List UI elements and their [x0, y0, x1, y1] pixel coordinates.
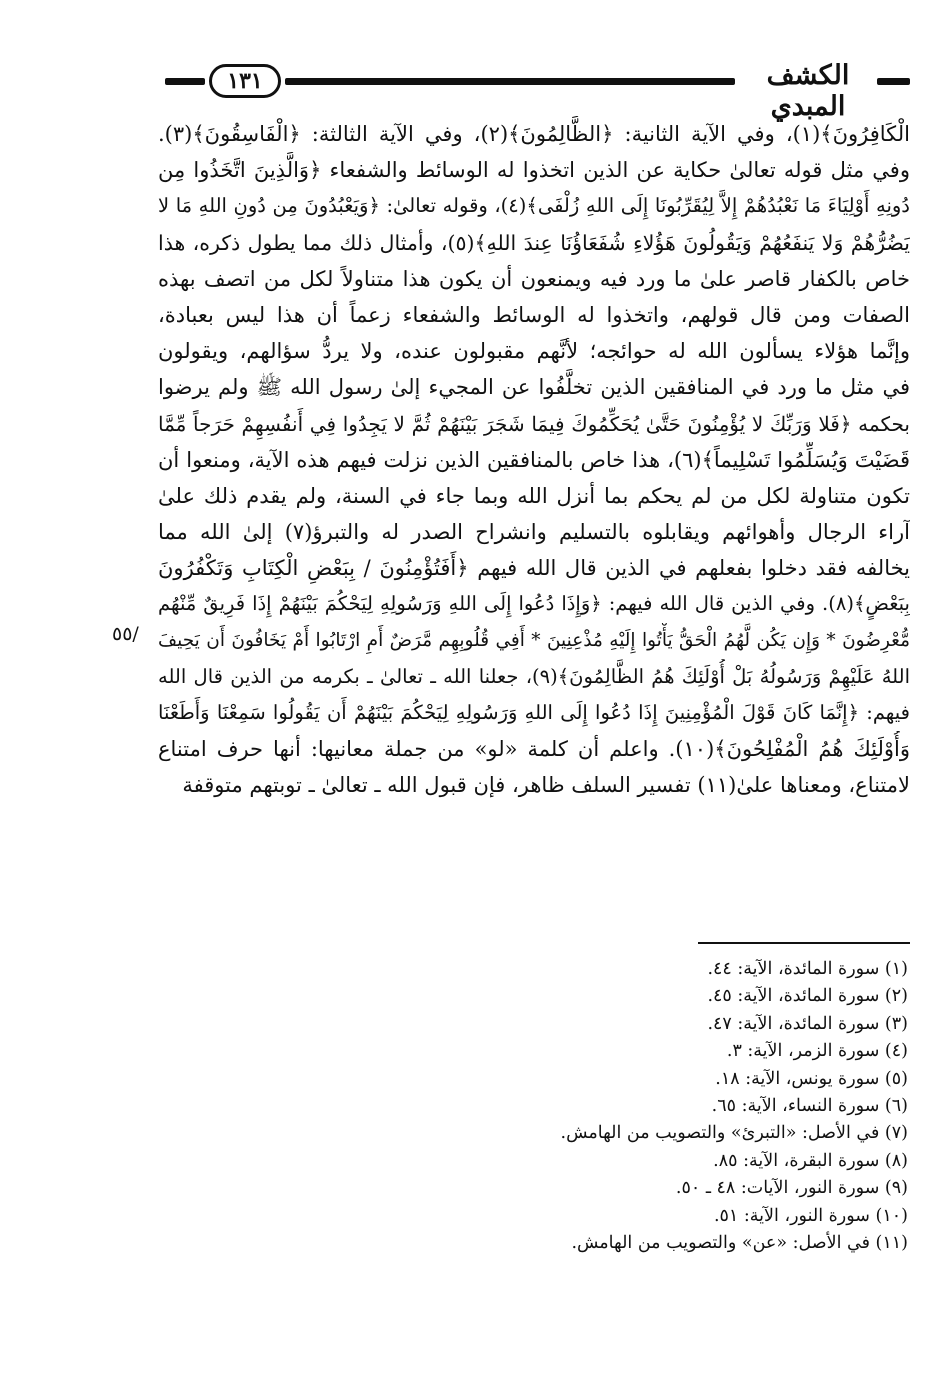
- text-line: قَضَيْتَ وَيُسَلِّمُوا تَسْلِيماً﴾(٦)، هذا خاص بالمنافقين الذين نزلت فيهم هذه الآية، ومنعوا أن: [158, 447, 910, 472]
- text-line: خاص بالكفار قاصر علىٰ ما ورد فيه ويمنعون أن يكون هذا متناولاً لكل من اتصف بهذه: [158, 266, 910, 291]
- text-line: بحكمه ﴿فَلا وَرَبِّكَ لا يُؤْمِنُونَ حَتَّىٰ يُحَكِّمُوكَ فِيمَا شَجَرَ بَيْنَهُمْ ثُمَّ لا يَجِدُوا فِي أَنفُسِهِمْ حَرَجاً مِّمَّا: [158, 411, 910, 436]
- text-line: فيهم: ﴿إِنَّمَا كَانَ قَوْلَ الْمُؤْمِنِينَ إِذَا دُعُوا إِلَى اللهِ وَرَسُولِهِ لِيَحْكُمَ بَيْنَهُمْ أَن يَقُولُوا سَمِعْنَا وَأَطَعْنَا: [158, 701, 910, 724]
- header-rule-left: [165, 78, 205, 85]
- text-line: وإنَّما هؤلاء يسألون الله له حوائجه؛ لأنَّهم مقبولون عنده، ولا يردُّ سؤالهم، ويقولون: [158, 339, 910, 364]
- header-rule-right: [877, 78, 910, 85]
- footnote-separator: [698, 942, 910, 944]
- text-line: تكون متناولة لكل من لم يحكم بما أنزل الله وبما جاء في السنة، ولم يقدم ذلك علىٰ: [158, 483, 910, 508]
- footnote: (٣) سورة المائدة، الآية: ٤٧.: [707, 1013, 908, 1034]
- text-line: دُونِهِ أَوْلِيَاءَ مَا نَعْبُدُهُمْ إِلاَّ لِيُقَرِّبُونَا إِلَى اللهِ زُلْفَى﴾(٤)، وقوله تعالىٰ: ﴿وَيَعْبُدُونَ مِن دُونِ اللهِ مَا لا: [158, 194, 910, 218]
- text-line: لامتناع، ومعناها علىٰ(١١) تفسير السلف ظاهر، فإن قبول الله ـ تعالىٰ ـ توبتهم متوقفة: [182, 773, 910, 798]
- footnote: (١٠) سورة النور، الآية: ٥١.: [713, 1205, 908, 1226]
- text-line: بِبَعْضٍ﴾(٨). وفي الذين قال الله فيهم: ﴿وَإِذَا دُعُوا إِلَى اللهِ وَرَسُولِهِ لِيَحْكُمَ بَيْنَهُمْ إِذَا فَرِيقٌ مِّنْهُم: [158, 592, 910, 616]
- main-text: [158, 116, 910, 804]
- footnote: (٢) سورة المائدة، الآية: ٤٥.: [707, 986, 908, 1007]
- manuscript-folio-marker: /٥٥: [112, 623, 139, 645]
- text-line: الْكَافِرُونَ﴾(١)، وفي الآية الثانية: ﴿الظَّالِمُونَ﴾(٢)، وفي الآية الثالثة: ﴿الْفَاسِقُونَ﴾(٣).: [158, 122, 910, 146]
- footnote: (٧) في الأصل: «التبرئ» والتصويب من الهامش.: [560, 1123, 908, 1144]
- text-line: مُّعْرِضُونَ * وَإِن يَكُن لَّهُمُ الْحَقُّ يَأْتُوا إِلَيْهِ مُذْعِنِينَ * أَفِي قُلُوبِهِم مَّرَضٌ أَمِ ارْتَابُوا أَمْ يَخَافُونَ أَن يَحِيفَ: [158, 629, 910, 651]
- text-line: يَضُرُّهُمْ وَلا يَنفَعُهُمْ وَيَقُولُونَ هَؤُلاءِ شُفَعَاؤُنَا عِندَ اللهِ﴾(٥)، وأمثال ذلك مما يطول ذكره، هذا: [158, 230, 910, 255]
- footnote: (١) سورة المائدة، الآية: ٤٤.: [707, 959, 908, 979]
- text-line: اللهُ عَلَيْهِمْ وَرَسُولُهُ بَلْ أُوْلَئِكَ هُمُ الظَّالِمُونَ﴾(٩)، جعلنا الله ـ تعالىٰ ـ بكرمه من الذين قال الله: [158, 664, 910, 688]
- running-head-title: الكشف المبدي: [766, 60, 850, 122]
- text-line: وفي مثل قوله تعالىٰ حكاية عن الذين اتخذوا له الوسائط والشفعاء ﴿وَالَّذِينَ اتَّخَذُوا مِن: [158, 158, 910, 183]
- footnote: (٨) سورة البقرة، الآية: ٨٥.: [713, 1150, 908, 1171]
- footnote: (٥) سورة يونس، الآية: ١٨.: [715, 1068, 908, 1089]
- footnote: (٦) سورة النساء، الآية: ٦٥.: [711, 1095, 908, 1116]
- text-line: يخالفه فقد دخلوا بفعلهم في الذين قال الله فيهم ﴿أَفَتُؤْمِنُونَ / بِبَعْضِ الْكِتَابِ وَتَكْفُرُونَ: [158, 556, 910, 581]
- footnotes: [308, 956, 908, 1257]
- footnote: (٤) سورة الزمر، الآية: ٣.: [726, 1041, 908, 1062]
- footnote: (١١) في الأصل: «عن» والتصويب من الهامش.: [571, 1232, 908, 1253]
- text-line: آراء الرجال وأهوائهم ويقابلوه بالتسليم وانشراح الصدر له والتبرؤ(٧) إلىٰ الله مما: [158, 520, 910, 545]
- header-rule-middle: [285, 78, 735, 85]
- text-line: الصفات ومن قال قولهم، واتخذوا له الوسائط والشفعاء زعماً أن هذا ليس بعبادة،: [158, 302, 910, 327]
- page-header: [165, 58, 910, 122]
- text-line: في مثل ما ورد في المنافقين الذين تخلَّفُوا عن المجيء إلىٰ رسول الله ﷺ ولم يرضوا: [158, 375, 910, 400]
- footnote: (٩) سورة النور، الآيات: ٤٨ ـ ٥٠.: [675, 1178, 908, 1199]
- text-line: وَأُوْلَئِكَ هُمُ الْمُفْلِحُونَ﴾(١٠). واعلم أن كلمة «لو» من جملة معانيها: أنها حرف امتناع: [158, 737, 910, 762]
- page-number: ١٣١: [209, 64, 281, 98]
